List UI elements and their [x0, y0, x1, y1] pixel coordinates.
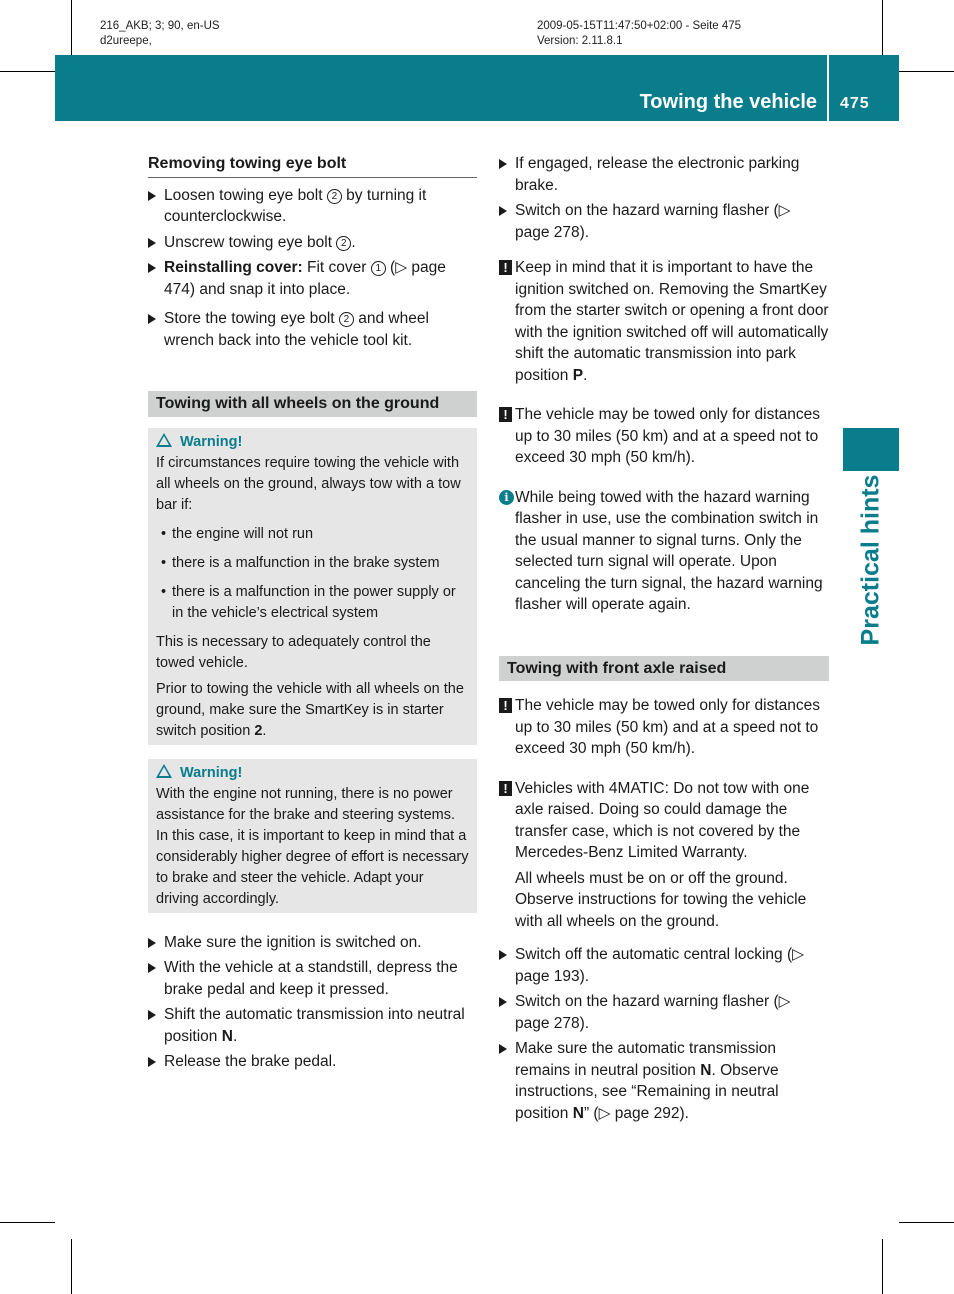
side-tab: [843, 428, 899, 471]
warning-text: If circumstances require towing the vehicle with all wheels on the ground, always tow with a tow bar if:: [156, 454, 461, 513]
callout-number: 1: [371, 261, 386, 276]
crop-mark: [0, 1222, 55, 1223]
step-arrow-icon: [499, 997, 507, 1007]
bullet-item: • the engine will not run: [156, 524, 469, 545]
crop-mark: [899, 71, 954, 72]
caution-note: ! The vehicle may be towed only for distances up to 30 miles (50 km) and at a speed not to exceed 30 mph (50 km/h).: [499, 404, 829, 469]
caution-icon: !: [499, 781, 512, 796]
print-meta-left: [100, 19, 220, 49]
step-arrow-icon: [148, 238, 156, 248]
step-item: Loosen towing eye bolt 2 by turning it counterclockwise.: [148, 185, 477, 228]
step-arrow-icon: [499, 950, 507, 960]
callout-number: 2: [327, 189, 342, 204]
step-list: [499, 944, 829, 1124]
section-title: Towing with all wheels on the ground: [148, 391, 477, 417]
step-item: Make sure the automatic transmission remains in neutral position N. Observe instructions, see “Remaining in neutral position N” (▷ page 292).: [499, 1038, 829, 1124]
step-item: Reinstalling cover: Fit cover 1 (▷ page 474) and snap it into place.: [148, 257, 477, 300]
subheading: Removing towing eye bolt: [148, 153, 477, 178]
bullet-item: • there is a malfunction in the power supply or in the vehicle’s electrical system: [156, 582, 469, 624]
warning-text: With the engine not running, there is no power assistance for the brake and steering systems. In this case, it is important to keep in mind that a considerably higher degree of effort is necessary to brake and steer the vehicle. Adapt your driving accordingly.: [156, 785, 469, 907]
info-icon: i: [499, 490, 514, 505]
meta-line: Version: 2.11.8.1: [537, 35, 623, 47]
step-arrow-icon: [148, 938, 156, 948]
step-arrow-icon: [499, 159, 507, 169]
callout-number: 2: [336, 236, 351, 251]
note-text: All wheels must be on or off the ground. Observe instructions for towing the vehicle with all wheels on the ground.: [515, 869, 807, 930]
left-column: [148, 153, 477, 1077]
meta-line: 2009-05-15T11:47:50+02:00 - Seite 475: [537, 20, 742, 32]
warning-text: This is necessary to adequately control the towed vehicle.: [156, 633, 431, 671]
step-arrow-icon: [499, 206, 507, 216]
crop-mark: [71, 0, 72, 55]
caution-icon: !: [499, 407, 512, 422]
warning-box: [148, 428, 477, 745]
step-item: With the vehicle at a standstill, depress the brake pedal and keep it pressed.: [148, 957, 477, 1000]
step-item: Switch off the automatic central locking (▷ page 193).: [499, 944, 829, 987]
step-item: Make sure the ignition is switched on.: [148, 932, 477, 954]
step-arrow-icon: [148, 1057, 156, 1067]
right-column: [499, 153, 829, 1128]
step-item: Store the towing eye bolt 2 and wheel wrench back into the vehicle tool kit.: [148, 308, 477, 351]
crop-mark: [71, 1239, 72, 1294]
step-item: Shift the automatic transmission into neutral position N.: [148, 1004, 477, 1047]
caution-icon: !: [499, 698, 512, 713]
warning-heading: Warning!: [156, 763, 469, 784]
step-item: If engaged, release the electronic parking brake.: [499, 153, 829, 196]
warning-heading: Warning!: [156, 432, 469, 453]
page-number: 475: [840, 95, 870, 112]
callout-number: 2: [339, 312, 354, 327]
bullet-item: • there is a malfunction in the brake system: [156, 553, 469, 574]
meta-line: 216_AKB; 3; 90, en-US: [100, 20, 220, 32]
step-item: Release the brake pedal.: [148, 1051, 477, 1073]
section-title: Towing with front axle raised: [499, 656, 829, 682]
step-arrow-icon: [499, 1044, 507, 1054]
crop-mark: [899, 1222, 954, 1223]
step-item: Unscrew towing eye bolt 2 .: [148, 232, 477, 254]
step-item: Switch on the hazard warning flasher (▷ page 278).: [499, 200, 829, 243]
caution-icon: !: [499, 260, 512, 275]
caution-note: ! Keep in mind that it is important to have the ignition switched on. Removing the SmartKey from the starter switch or opening a front door with the ignition switched off will automatically shift the automatic transmission into park position P.: [499, 257, 829, 386]
info-note: i While being towed with the hazard warning flasher in use, use the combination switch in the usual manner to signal turns. Only the selected turn signal will operate. Upon canceling the turn signal, the hazard warning flasher will operate again.: [499, 487, 829, 616]
meta-line: d2ureepe,: [100, 35, 152, 47]
step-item: Switch on the hazard warning flasher (▷ page 278).: [499, 991, 829, 1034]
caution-note: ! The vehicle may be towed only for distances up to 30 miles (50 km) and at a speed not to exceed 30 mph (50 km/h).: [499, 695, 829, 760]
page-title: Towing the vehicle: [639, 91, 817, 113]
step-arrow-icon: [148, 263, 156, 273]
header-banner: [55, 55, 899, 121]
warning-triangle-icon: [156, 764, 172, 778]
header-divider: [827, 55, 829, 121]
caution-note: ! Vehicles with 4MATIC: Do not tow with one axle raised. Doing so could damage the transfer case, which is not covered by the Mercedes-Benz Limited Warranty.: [499, 778, 829, 864]
warning-text: Prior to towing the vehicle with all wheels on the ground, make sure the SmartKey is in starter switch position 2.: [156, 680, 464, 739]
step-arrow-icon: [148, 314, 156, 324]
step-arrow-icon: [148, 191, 156, 201]
crop-mark: [882, 0, 883, 55]
step-arrow-icon: [148, 963, 156, 973]
step-arrow-icon: [148, 1010, 156, 1020]
warning-box: [148, 759, 477, 913]
crop-mark: [882, 1239, 883, 1294]
crop-mark: [0, 71, 55, 72]
warning-triangle-icon: [156, 433, 172, 447]
print-meta-right: [537, 19, 741, 49]
step-list: [148, 932, 477, 1073]
side-chapter-label: Practical hints: [856, 474, 885, 646]
